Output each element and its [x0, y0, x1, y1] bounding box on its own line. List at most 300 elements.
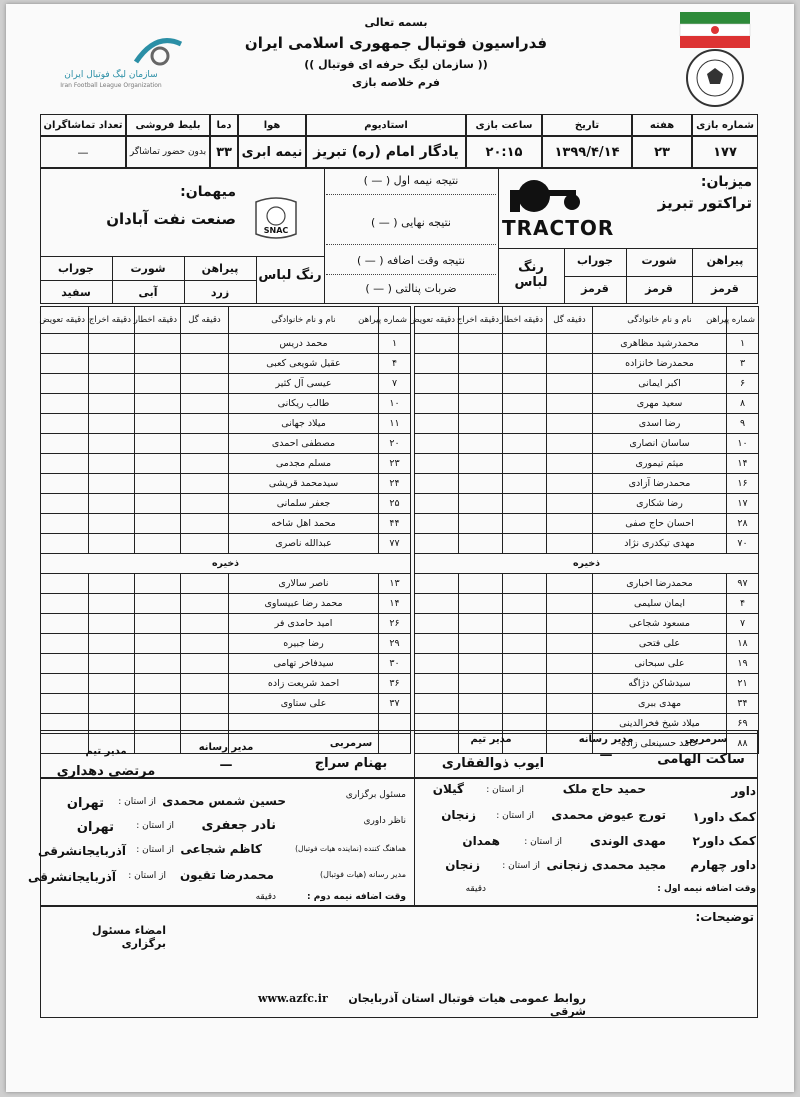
coordinator-label: هماهنگ کننده (نماینده هیات فوتبال): [295, 844, 406, 853]
guest-sub-minute-cell: [41, 414, 89, 434]
league-logo-sub: Iran Football League Organization: [60, 82, 162, 89]
guest-sendoff-minute-cell: [89, 654, 135, 674]
guest-manager: مرتضی دهداری: [56, 764, 156, 779]
host-goal-minute-cell: [547, 414, 593, 434]
ar2-label: کمک داور۲: [692, 834, 756, 848]
guest-goal-minute-cell: [181, 454, 229, 474]
guest-media-label: مدیر رسانه: [198, 742, 254, 753]
host-sendoff-minute-cell: [459, 594, 503, 614]
host-sendoff-minute-cell: [459, 474, 503, 494]
supervisor-province: تهران: [76, 820, 114, 835]
host-goal-minute-cell: [547, 654, 593, 674]
guest-sub-minute-cell: [41, 614, 89, 634]
host-kit-shorts: قرمز: [645, 282, 673, 295]
guest-sub-minute-cell: [41, 334, 89, 354]
guest-sendoff-minute-cell: [89, 454, 135, 474]
match-sheet: [6, 4, 794, 1092]
host-sendoff-minute-cell: [459, 454, 503, 474]
host-sub-minute-cell: [415, 594, 459, 614]
value-match-no: ۱۷۷: [692, 136, 758, 168]
guest-sub-minute-cell: [41, 574, 89, 594]
guest-goal-minute-cell: [181, 394, 229, 414]
guest-player-number: ۳۶: [379, 674, 411, 694]
host-player-name: ساسان انصاری: [593, 434, 727, 454]
guest-warning-minute-cell: [135, 334, 181, 354]
host-player-name: محمدرضا اخباری: [593, 574, 727, 594]
ar1-name: تورج عیوض محمدی: [551, 808, 666, 822]
host-sendoff-minute-cell: [459, 334, 503, 354]
host-player-number: ۳۴: [727, 694, 759, 714]
supervisor-label: ناظر داوری: [363, 816, 406, 826]
guest-player-row: [41, 534, 411, 554]
host-player-number: ۸: [727, 394, 759, 414]
guest-reserve-row: [41, 674, 411, 694]
host-sub-minute-cell: [415, 394, 459, 414]
guest-sub-minute-cell: [41, 594, 89, 614]
guest-sub-minute-cell: [41, 654, 89, 674]
guest-goal-minute-cell: [181, 694, 229, 714]
host-goal-minute-cell: [547, 634, 593, 654]
fourth-province: زنجان: [445, 858, 480, 872]
host-warning-minute-cell: [503, 614, 547, 634]
host-reserve-header: [415, 554, 759, 574]
guest-sub-minute-cell: [41, 434, 89, 454]
media-province: آذربایجانشرقی: [27, 870, 116, 884]
label-date: تاریخ: [542, 114, 632, 136]
host-sub-minute-cell: [415, 634, 459, 654]
host-reserve-row: [415, 574, 759, 594]
label-time: ساعت بازی: [466, 114, 542, 136]
host-player-name: محمدرضا آزادی: [593, 474, 727, 494]
host-kit-shorts-h: شورت: [641, 254, 677, 267]
fourth-name: مجید محمدی زنجانی: [546, 858, 666, 872]
host-warning-minute-cell: [503, 434, 547, 454]
guest-player-row: [41, 514, 411, 534]
host-reserve-row: [415, 614, 759, 634]
extra2-label: وقت اضافه نیمه دوم :: [306, 892, 406, 902]
guest-sendoff-minute-cell: [89, 494, 135, 514]
value-time: ۲۰:۱۵: [466, 136, 542, 168]
value-temp: ۳۳: [210, 136, 238, 168]
guest-sub-minute-cell: [41, 474, 89, 494]
host-reserve-label: ذخیره: [415, 554, 759, 574]
referee-from-label: از استان :: [486, 785, 524, 795]
guest-warning-minute-cell: [135, 374, 181, 394]
host-goal-minute-cell: [547, 614, 593, 634]
host-sub-minute-cell: [415, 534, 459, 554]
organizer-label: مسئول برگزاری: [345, 790, 406, 800]
ar2-from-label: از استان :: [524, 837, 562, 847]
host-warning-minute-cell: [503, 514, 547, 534]
guest-player-number: ۱۳: [379, 574, 411, 594]
guest-sendoff-minute-cell: [89, 694, 135, 714]
host-warning-minute-cell: [503, 334, 547, 354]
host-player-number: ۱۷: [727, 494, 759, 514]
guest-sub-minute-cell: [41, 534, 89, 554]
host-player-name: مهدی تیکدری نژاد: [593, 534, 727, 554]
host-goal-minute-cell: [547, 494, 593, 514]
guest-player-number: ۲۳: [379, 454, 411, 474]
host-player-name: مسعود شجاعی: [593, 614, 727, 634]
guest-logo-text: SNAC: [263, 226, 289, 235]
guest-col-sendoff: دقیقه اخراج: [89, 307, 135, 334]
host-goal-minute-cell: [547, 374, 593, 394]
referee-name: حمید حاج ملک: [562, 782, 646, 796]
guest-player-row: [41, 334, 411, 354]
guest-player-number: ۳۰: [379, 654, 411, 674]
guest-media: —: [219, 758, 233, 773]
host-goal-minute-cell: [547, 354, 593, 374]
host-col-sub: دقیقه تعویض: [415, 307, 459, 334]
guest-sendoff-minute-cell: [89, 634, 135, 654]
guest-kit-shirt: زرد: [210, 286, 230, 299]
host-manager: ایوب ذوالفقاری: [441, 756, 545, 771]
guest-warning-minute-cell: [135, 354, 181, 374]
host-warning-minute-cell: [503, 474, 547, 494]
host-goal-minute-cell: [547, 334, 593, 354]
media-name: محمدرضا تقیون: [179, 868, 274, 882]
ar1-label: کمک داور۱: [692, 810, 756, 824]
guest-player-number: ۱۱: [379, 414, 411, 434]
host-player-row: [415, 454, 759, 474]
guest-sendoff-minute-cell: [89, 594, 135, 614]
host-player-row: [415, 474, 759, 494]
guest-player-row: [41, 454, 411, 474]
guest-warning-minute-cell: [135, 454, 181, 474]
guest-warning-minute-cell: [135, 654, 181, 674]
host-sub-minute-cell: [415, 414, 459, 434]
host-sub-minute-cell: [415, 514, 459, 534]
host-col-number: شماره پیراهن: [727, 307, 759, 334]
footer-text: روابط عمومی هیات فوتبال استان آذربایجان شرقی: [348, 992, 586, 1018]
host-player-number: ۷: [727, 614, 759, 634]
host-player-number: ۱۴: [727, 454, 759, 474]
guest-goal-minute-cell: [181, 654, 229, 674]
host-warning-minute-cell: [503, 414, 547, 434]
host-goal-minute-cell: [547, 534, 593, 554]
guest-player-name: جعفر سلمانی: [229, 494, 379, 514]
host-warning-minute-cell: [503, 594, 547, 614]
host-sub-minute-cell: [415, 674, 459, 694]
guest-sendoff-minute-cell: [89, 514, 135, 534]
signature-label: امضاء مسئول برگزاری: [92, 924, 166, 950]
guest-col-name: نام و نام خانوادگی: [229, 307, 379, 334]
host-player-name: محمدرشید مظاهری: [593, 334, 727, 354]
host-player-name: رضا اسدی: [593, 414, 727, 434]
host-logo-text: TRACTOR: [502, 216, 615, 240]
guest-warning-minute-cell: [135, 514, 181, 534]
host-player-name: اکبر ایمانی: [593, 374, 727, 394]
host-player-row: [415, 414, 759, 434]
host-coach: ساکت الهامی: [657, 752, 745, 767]
guest-reserve-row: [41, 634, 411, 654]
guest-col-goal: دقیقه گل: [181, 307, 229, 334]
guest-player-row: [41, 374, 411, 394]
extra1-minute: دقیقه: [465, 884, 486, 894]
value-weather: نیمه ابری: [238, 136, 306, 168]
guest-player-name: محمد اهل شاخه: [229, 514, 379, 534]
guest-goal-minute-cell: [181, 354, 229, 374]
guest-goal-minute-cell: [181, 474, 229, 494]
host-sendoff-minute-cell: [459, 354, 503, 374]
host-sub-minute-cell: [415, 354, 459, 374]
host-warning-minute-cell: [503, 374, 547, 394]
guest-reserve-row: [41, 574, 411, 594]
guest-goal-minute-cell: [181, 594, 229, 614]
guest-team-name: صنعت نفت آبادان: [106, 210, 236, 228]
host-player-row: [415, 494, 759, 514]
guest-reserve-row: [41, 614, 411, 634]
guest-reserve-label: ذخیره: [41, 554, 411, 574]
guest-sub-minute-cell: [41, 494, 89, 514]
guest-player-row: [41, 434, 411, 454]
ar1-province: زنجان: [441, 808, 476, 822]
guest-manager-label: مدیر تیم: [85, 746, 127, 757]
guest-player-number: ۷۷: [379, 534, 411, 554]
guest-player-row: [41, 474, 411, 494]
referee-province: گیلان: [432, 782, 464, 796]
host-player-number: ۱۸: [727, 634, 759, 654]
host-sendoff-minute-cell: [459, 534, 503, 554]
host-player-number: ۱: [727, 334, 759, 354]
host-goal-minute-cell: [547, 674, 593, 694]
guest-kit-socks-h: جوراب: [58, 262, 94, 275]
guest-sub-minute-cell: [41, 354, 89, 374]
guest-sendoff-minute-cell: [89, 334, 135, 354]
host-player-name: ایمان سلیمی: [593, 594, 727, 614]
host-sub-minute-cell: [415, 614, 459, 634]
guest-sendoff-minute-cell: [89, 394, 135, 414]
guest-sendoff-minute-cell: [89, 474, 135, 494]
guest-player-number: ۲۰: [379, 434, 411, 454]
label-match-no: شماره بازی: [692, 114, 758, 136]
host-sub-minute-cell: [415, 334, 459, 354]
host-player-row: [415, 354, 759, 374]
footer-site[interactable]: www.azfc.ir: [258, 992, 328, 1005]
host-kit-label: رنگ لباس: [514, 260, 548, 290]
host-kit-socks: قرمز: [581, 282, 609, 295]
guest-sendoff-minute-cell: [89, 414, 135, 434]
guest-sendoff-minute-cell: [89, 434, 135, 454]
league-logo: [36, 32, 186, 92]
host-player-row: [415, 434, 759, 454]
host-sub-minute-cell: [415, 694, 459, 714]
organizer-from-label: از استان :: [118, 797, 156, 807]
guest-player-row: [41, 494, 411, 514]
guest-sub-minute-cell: [41, 394, 89, 414]
guest-goal-minute-cell: [181, 634, 229, 654]
extra1-label: وقت اضافه نیمه اول :: [657, 884, 756, 894]
host-warning-minute-cell: [503, 634, 547, 654]
host-sendoff-minute-cell: [459, 674, 503, 694]
fourth-label: داور چهارم: [690, 858, 756, 872]
host-sendoff-minute-cell: [459, 434, 503, 454]
federation-title: فدراسیون فوتبال جمهوری اسلامی ایران: [244, 34, 548, 52]
host-player-number: ۹۷: [727, 574, 759, 594]
guest-kit-shirt-h: پیراهن: [201, 262, 239, 275]
host-sub-minute-cell: [415, 574, 459, 594]
guest-warning-minute-cell: [135, 474, 181, 494]
host-player-name: رضا شکاری: [593, 494, 727, 514]
host-player-number: ۳: [727, 354, 759, 374]
result-penalties: ضربات پنالتی ( — ): [365, 282, 457, 295]
guest-coach-label: سرمربی: [329, 738, 373, 749]
label-weather: هوا: [238, 114, 306, 136]
host-player-number: ۹: [727, 414, 759, 434]
guest-warning-minute-cell: [135, 414, 181, 434]
guest-player-name: عبدالله ناصری: [229, 534, 379, 554]
guest-player-name: مسلم مجدمی: [229, 454, 379, 474]
guest-col-sub: دقیقه تعویض: [41, 307, 89, 334]
host-player-number: ۱۶: [727, 474, 759, 494]
host-warning-minute-cell: [503, 454, 547, 474]
host-reserve-row: [415, 654, 759, 674]
guest-sub-minute-cell: [41, 674, 89, 694]
host-kit-socks-h: جوراب: [577, 254, 613, 267]
result-extra: نتیجه وقت اضافه ( — ): [356, 254, 466, 267]
host-warning-minute-cell: [503, 394, 547, 414]
league-logo-text: سازمان لیگ فوتبال ایران: [64, 70, 158, 80]
host-player-row: [415, 374, 759, 394]
guest-goal-minute-cell: [181, 334, 229, 354]
guest-player-name: سیدمحمد قریشی: [229, 474, 379, 494]
guest-player-number: ۲۴: [379, 474, 411, 494]
host-player-number: ۷۰: [727, 534, 759, 554]
host-player-row: [415, 394, 759, 414]
host-goal-minute-cell: [547, 394, 593, 414]
host-kit-shirt: قرمز: [711, 282, 739, 295]
host-player-name: محمدرضا خانزاده: [593, 354, 727, 374]
host-sub-minute-cell: [415, 474, 459, 494]
guest-goal-minute-cell: [181, 514, 229, 534]
host-sendoff-minute-cell: [459, 694, 503, 714]
extra2-minute: دقیقه: [255, 892, 276, 902]
guest-sendoff-minute-cell: [89, 574, 135, 594]
guest-goal-minute-cell: [181, 374, 229, 394]
guest-player-name: رضا جبیره: [229, 634, 379, 654]
host-player-name: احسان حاج صفی: [593, 514, 727, 534]
host-goal-minute-cell: [547, 594, 593, 614]
host-manager-label: مدیر تیم: [470, 734, 512, 745]
host-roster-table: [409, 306, 759, 754]
host-sub-minute-cell: [415, 454, 459, 474]
guest-warning-minute-cell: [135, 534, 181, 554]
form-title: فرم خلاصه بازی: [351, 76, 441, 89]
host-player-name: میثم تیموری: [593, 454, 727, 474]
host-warning-minute-cell: [503, 534, 547, 554]
organizer-name: حسین شمس محمدی: [162, 794, 286, 808]
guest-player-number: ۱۰: [379, 394, 411, 414]
host-label: میزبان:: [700, 174, 752, 190]
guest-player-name: عقیل شویعی کعبی: [229, 354, 379, 374]
guest-player-row: [41, 394, 411, 414]
guest-player-name: علی ستاوی: [229, 694, 379, 714]
guest-player-name: احمد شریعت زاده: [229, 674, 379, 694]
guest-goal-minute-cell: [181, 674, 229, 694]
host-sendoff-minute-cell: [459, 514, 503, 534]
host-sendoff-minute-cell: [459, 654, 503, 674]
basmala: بسمه تعالی: [364, 16, 428, 29]
guest-reserve-row: [41, 694, 411, 714]
host-player-name: مهدی ببری: [593, 694, 727, 714]
host-player-row: [415, 514, 759, 534]
guest-logo: [246, 194, 306, 244]
host-reserve-row: [415, 694, 759, 714]
value-spectators: —: [40, 136, 126, 168]
host-sub-minute-cell: [415, 654, 459, 674]
guest-roster-table: [40, 306, 411, 754]
host-goal-minute-cell: [547, 514, 593, 534]
host-warning-minute-cell: [503, 494, 547, 514]
host-player-name: سعید مهری: [593, 394, 727, 414]
guest-kit-shorts: آبی: [138, 286, 158, 299]
host-team-name: تراکتور تبریز: [657, 194, 752, 212]
guest-col-number: شماره پیراهن: [379, 307, 411, 334]
league-org: (( سازمان لیگ حرفه ای فوتبال )): [304, 58, 488, 71]
guest-goal-minute-cell: [181, 494, 229, 514]
guest-warning-minute-cell: [135, 634, 181, 654]
guest-warning-minute-cell: [135, 394, 181, 414]
host-player-name: علی فتحی: [593, 634, 727, 654]
guest-goal-minute-cell: [181, 534, 229, 554]
host-sendoff-minute-cell: [459, 414, 503, 434]
ar2-province: همدان: [462, 834, 500, 848]
host-sendoff-minute-cell: [459, 574, 503, 594]
host-player-number: ۶۹: [727, 714, 759, 734]
guest-goal-minute-cell: [181, 414, 229, 434]
host-goal-minute-cell: [547, 454, 593, 474]
guest-sendoff-minute-cell: [89, 354, 135, 374]
value-week: ۲۳: [632, 136, 692, 168]
guest-warning-minute-cell: [135, 614, 181, 634]
host-reserve-row: [415, 674, 759, 694]
coordinator-name: کاظم شجاعی: [180, 842, 262, 856]
guest-player-name: امید حامدی فر: [229, 614, 379, 634]
host-player-name: حامد حسینعلی زاده: [593, 734, 727, 754]
host-player-number: ۴: [727, 594, 759, 614]
guest-warning-minute-cell: [135, 574, 181, 594]
guest-player-number: ۱۴: [379, 594, 411, 614]
host-sub-minute-cell: [415, 494, 459, 514]
supervisor-name: نادر جعفری: [201, 818, 276, 833]
host-reserve-row: [415, 594, 759, 614]
value-tickets: بدون حضور تماشاگر: [126, 136, 210, 168]
host-player-number: ۲۸: [727, 514, 759, 534]
guest-warning-minute-cell: [135, 434, 181, 454]
host-player-number: ۱۹: [727, 654, 759, 674]
organizer-province: تهران: [66, 796, 104, 811]
label-week: هفته: [632, 114, 692, 136]
host-coach-label: سرمربی: [684, 734, 728, 745]
host-warning-minute-cell: [503, 654, 547, 674]
guest-kit-shorts-h: شورت: [130, 262, 166, 275]
guest-warning-minute-cell: [135, 694, 181, 714]
fourth-from-label: از استان :: [502, 861, 540, 871]
host-warning-minute-cell: [503, 354, 547, 374]
host-col-goal: دقیقه گل: [547, 307, 593, 334]
supervisor-from-label: از استان :: [136, 821, 174, 831]
guest-kit-socks: سفید: [61, 286, 91, 299]
host-player-row: [415, 534, 759, 554]
host-sendoff-minute-cell: [459, 614, 503, 634]
host-goal-minute-cell: [547, 574, 593, 594]
notes-label: توضیحات:: [695, 910, 754, 924]
guest-kit-label: رنگ لباس: [258, 268, 322, 283]
guest-sub-minute-cell: [41, 634, 89, 654]
guest-player-name: محمد رضا عبیساوی: [229, 594, 379, 614]
guest-warning-minute-cell: [135, 594, 181, 614]
guest-sendoff-minute-cell: [89, 674, 135, 694]
